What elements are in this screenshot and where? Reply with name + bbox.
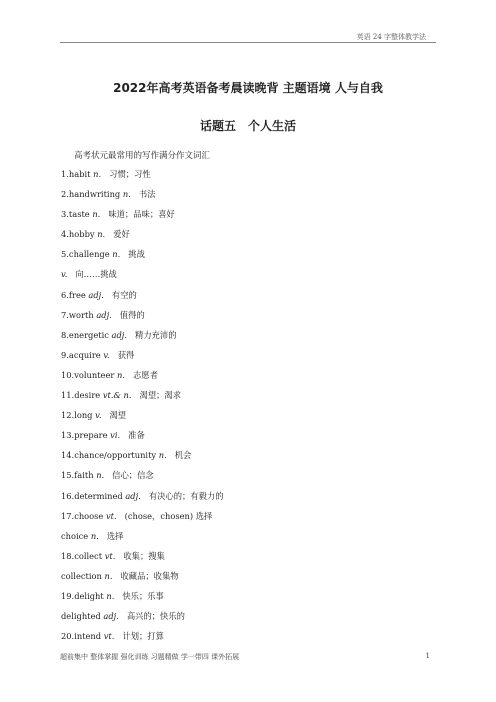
vocab-word: 8.energetic <box>61 329 109 340</box>
header-note: 英语 24 字整体教学法 <box>356 33 426 41</box>
vocab-meaning: 爱好 <box>113 229 130 240</box>
vocab-item <box>61 208 441 228</box>
vocab-part-of-speech: v. <box>95 410 102 421</box>
vocab-word: 11.desire <box>61 390 101 401</box>
vocab-item <box>61 590 441 610</box>
vocab-item <box>61 610 441 630</box>
vocab-part-of-speech: adj. <box>96 309 112 320</box>
vocab-item <box>61 188 441 208</box>
vocab-word: 5.challenge <box>61 249 110 260</box>
vocab-word: 2.handwriting <box>61 189 121 200</box>
vocab-word: 12.long <box>61 410 93 421</box>
vocab-meaning: 味道；品味；喜好 <box>108 209 175 220</box>
vocab-part-of-speech: n. <box>97 229 106 240</box>
vocab-meaning: 有决心的；有毅力的 <box>148 490 224 501</box>
vocab-meaning: (chose，chosen) 选择 <box>124 510 213 521</box>
vocab-item <box>61 168 441 188</box>
vocab-word: delighted <box>61 611 101 622</box>
vocab-part-of-speech: vt. <box>103 631 115 642</box>
vocab-item <box>61 510 441 530</box>
vocab-item <box>61 490 441 510</box>
vocab-meaning: 志愿者 <box>132 369 158 380</box>
vocab-part-of-speech: vt.& n. <box>102 390 132 401</box>
section-heading: 高考状元最常用的写作满分作文词汇 <box>74 151 211 161</box>
vocab-meaning: 渴望 <box>109 410 127 421</box>
vocab-item <box>61 289 441 309</box>
vocab-part-of-speech: n. <box>92 209 101 220</box>
vocab-word: 13.prepare <box>61 430 108 441</box>
vocab-part-of-speech: adj. <box>103 611 119 622</box>
vocab-item <box>61 389 441 409</box>
vocab-meaning: 向……挑战 <box>75 269 117 280</box>
vocab-item <box>61 550 441 570</box>
vocab-meaning: 挑战 <box>128 249 145 260</box>
vocab-word: 10.volunteer <box>61 369 115 380</box>
vocab-part-of-speech: vt. <box>104 550 116 561</box>
vocab-meaning: 有空的 <box>111 289 137 300</box>
vocab-word: 14.chance/opportunity <box>61 450 157 461</box>
vocab-item <box>61 309 441 329</box>
vocab-item <box>61 530 441 550</box>
vocab-word: 17.choose <box>61 510 104 521</box>
vocab-part-of-speech: adj. <box>125 490 141 501</box>
vocab-word: 9.acquire <box>61 349 101 360</box>
vocab-word: 4.hobby <box>61 229 95 240</box>
vocab-meaning: 值得的 <box>119 309 145 320</box>
vocab-meaning: 渴望；渴求 <box>139 390 182 401</box>
page-number: 1 <box>425 652 430 660</box>
vocab-part-of-speech: n. <box>116 369 125 380</box>
vocab-word: 7.worth <box>61 309 94 320</box>
document-title: 2022年高考英语备考晨读晚背 主题语境 人与自我 <box>113 81 383 95</box>
vocab-item <box>61 570 441 590</box>
vocab-part-of-speech: n. <box>96 470 105 481</box>
vocab-item <box>61 228 441 248</box>
vocab-part-of-speech: v. <box>103 349 110 360</box>
vocab-part-of-speech: n. <box>106 590 115 601</box>
vocab-meaning: 精力充沛的 <box>135 329 177 340</box>
vocab-word: 16.determined <box>61 490 123 501</box>
vocab-item <box>61 449 441 469</box>
vocab-meaning: 收藏品；收集物 <box>120 570 179 581</box>
vocab-item <box>61 469 441 489</box>
vocab-item <box>61 268 441 288</box>
vocab-word: 6.free <box>61 289 86 300</box>
vocab-word: 18.collect <box>61 550 103 561</box>
vocab-item <box>61 630 441 650</box>
vocab-meaning: 书法 <box>138 189 156 200</box>
vocab-part-of-speech: n. <box>158 450 167 461</box>
document-subtitle: 话题五 个人生活 <box>199 119 296 133</box>
vocab-list <box>61 168 441 650</box>
vocab-word: collection <box>61 570 102 581</box>
vocab-item <box>61 369 441 389</box>
vocab-meaning: 选择 <box>106 530 124 541</box>
vocab-part-of-speech: vi. <box>110 430 121 441</box>
vocab-item <box>61 349 441 369</box>
header-divider <box>60 42 436 43</box>
vocab-word: 1.habit <box>61 169 91 179</box>
vocab-meaning: 计划；打算 <box>122 631 164 642</box>
vocab-part-of-speech: n. <box>112 249 121 260</box>
vocab-part-of-speech: n. <box>93 169 102 179</box>
vocab-item <box>61 409 441 429</box>
vocab-meaning: 获得 <box>117 349 135 360</box>
vocab-word: choice <box>61 530 89 541</box>
vocab-item <box>61 248 441 268</box>
vocab-part-of-speech: vt. <box>105 510 117 521</box>
vocab-part-of-speech: n. <box>104 570 113 581</box>
vocab-part-of-speech: v. <box>61 269 68 280</box>
footer-note: 超前集中 整体掌握 强化训练 习题精做 学一带四 课外拓展 <box>60 653 240 661</box>
vocab-part-of-speech: n. <box>90 530 99 541</box>
vocab-item <box>61 429 441 449</box>
vocab-meaning: 收集；搜集 <box>123 550 165 561</box>
vocab-meaning: 准备 <box>128 430 145 441</box>
vocab-meaning: 习惯；习性 <box>109 169 151 179</box>
vocab-meaning: 信心；信念 <box>112 470 154 481</box>
vocab-word: 20.intend <box>61 631 102 642</box>
vocab-part-of-speech: n. <box>122 189 131 200</box>
vocab-item <box>61 329 441 349</box>
vocab-part-of-speech: adj. <box>88 289 104 300</box>
vocab-word: 3.taste <box>61 209 90 220</box>
vocab-word: 15.faith <box>61 470 94 481</box>
vocab-part-of-speech: adj. <box>111 329 128 340</box>
vocab-word: 19.delight <box>61 590 104 601</box>
vocab-meaning: 快乐；乐事 <box>122 590 164 601</box>
vocab-meaning: 机会 <box>174 450 192 461</box>
vocab-meaning: 高兴的；快乐的 <box>126 611 185 622</box>
